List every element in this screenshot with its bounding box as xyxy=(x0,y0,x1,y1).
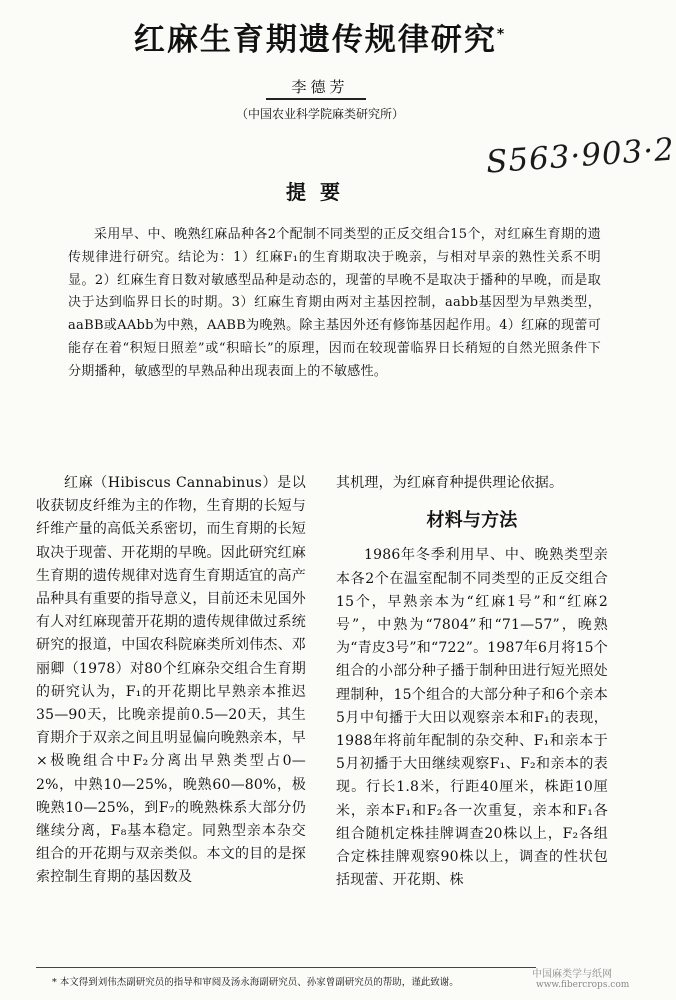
abstract-text: 采用早、中、晚熟红麻品种各2个配制不同类型的正反交组合15个，对红麻生育期的遗传规律进行研究。结论为：1）红麻F₁的生育期取决于晚亲，与相对早亲的熟性关系不明显。2）红麻生育日数对敏感型品种是动态的，现蕾的早晚不是取决于播种的早晚，而是取决于达到临界日长的时期。3）红麻生育期由两对主基因控制，aabb基因型为早熟类型，aaBB或AAbb为中熟，AABB为晚熟。除主基因外还有修饰基因起作用。4）红麻的现蕾可能存在着“积短日照差”或“积暗长”的原理，因而在较现蕾临界日长稍短的自然光照条件下分期播种，敏感型的早熟品种出现表面上的不敏感性。 xyxy=(68,227,601,379)
abstract-heading: 提要 xyxy=(286,180,354,204)
paper-title xyxy=(0,14,640,59)
watermark-url: www.fibercrops.com xyxy=(536,980,630,990)
affiliation: （中国农业科学院麻类研究所） xyxy=(235,107,404,121)
methods-paragraph: 1986年冬季利用早、中、晚熟类型亲本各2个在温室配制不同类型的正反交组合15个，早熟亲本为“红麻1号”和“红麻2号”，中熟为“7804”和“71—57”，晚熟为“青皮3号”和“722”。1987年6月将15个组合的小部分种子播于制种田进行短光照处理制种，15个组合的大部分种子和6个亲本5月中旬播于大田以观察亲本和F₁的表现，1988年将前年配制的杂交种、F₁和亲本于5月初播于大田继续观察F₁、F₂和亲本的表现。行长1.8米，行距40厘米，株距10厘米，亲本F₁和F₂各一次重复，亲本和F₁各组合随机定株挂牌调查20株以上，F₂各组合定株挂牌观察90株以上，调查的性状包括现蕾、开花期、株 xyxy=(336,547,608,889)
handwritten-number: S563·903·2 xyxy=(484,131,676,181)
title-footnote-mark: * xyxy=(496,26,507,43)
intro-continuation: 其机理，为红麻育种提供理论依据。 xyxy=(336,475,564,491)
abstract xyxy=(68,224,601,384)
intro-paragraph: 红麻（Hibiscus Cannabinus）是以收获韧皮纤维为主的作物，生育期的长短与纤维产量的高低关系密切，而生育期的长短取决于现蕾、开花期的早晚。因此研究红麻生育期的遗传规律对选育生育期适宜的高产品种具有重要的指导意义，目前还未见国外有人对红麻现蕾开花期的遗传规律做过系统研究的报道，中国农科院麻类所刘伟杰、邓丽卿（1978）对80个红麻杂交组合生育期的研究认为，F₁的开花期比早熟亲本推迟35—90天，比晚亲提前0.5—20天，其生育期介于双亲之间且明显偏向晚熟亲本，早×极晚组合中F₂分离出早熟类型占0—2%，中熟10—25%，晚熟60—80%，极晚熟10—25%，到F₇的晚熟株系大部分仍继续分离，F₈基本稳定。同熟型亲本杂交组合的开花期与双亲类似。本文的目的是探索控制生育期的基因数及 xyxy=(36,475,306,886)
left-column xyxy=(36,472,306,890)
author-underline xyxy=(266,98,366,100)
author-name: 李德芳 xyxy=(291,78,349,96)
footnote-rule xyxy=(36,967,536,968)
right-column xyxy=(336,472,608,892)
footnote: * 本文得到刘伟杰副研究员的指导和审阅及汤永海副研究员、孙家曾副研究员的帮助，谨此致谢。 xyxy=(52,977,459,988)
title-text: 红麻生育期遗传规律研究 xyxy=(133,22,497,58)
watermark-title: 中国麻类学与纸网 xyxy=(532,969,612,980)
methods-heading: 材料与方法 xyxy=(426,510,518,532)
